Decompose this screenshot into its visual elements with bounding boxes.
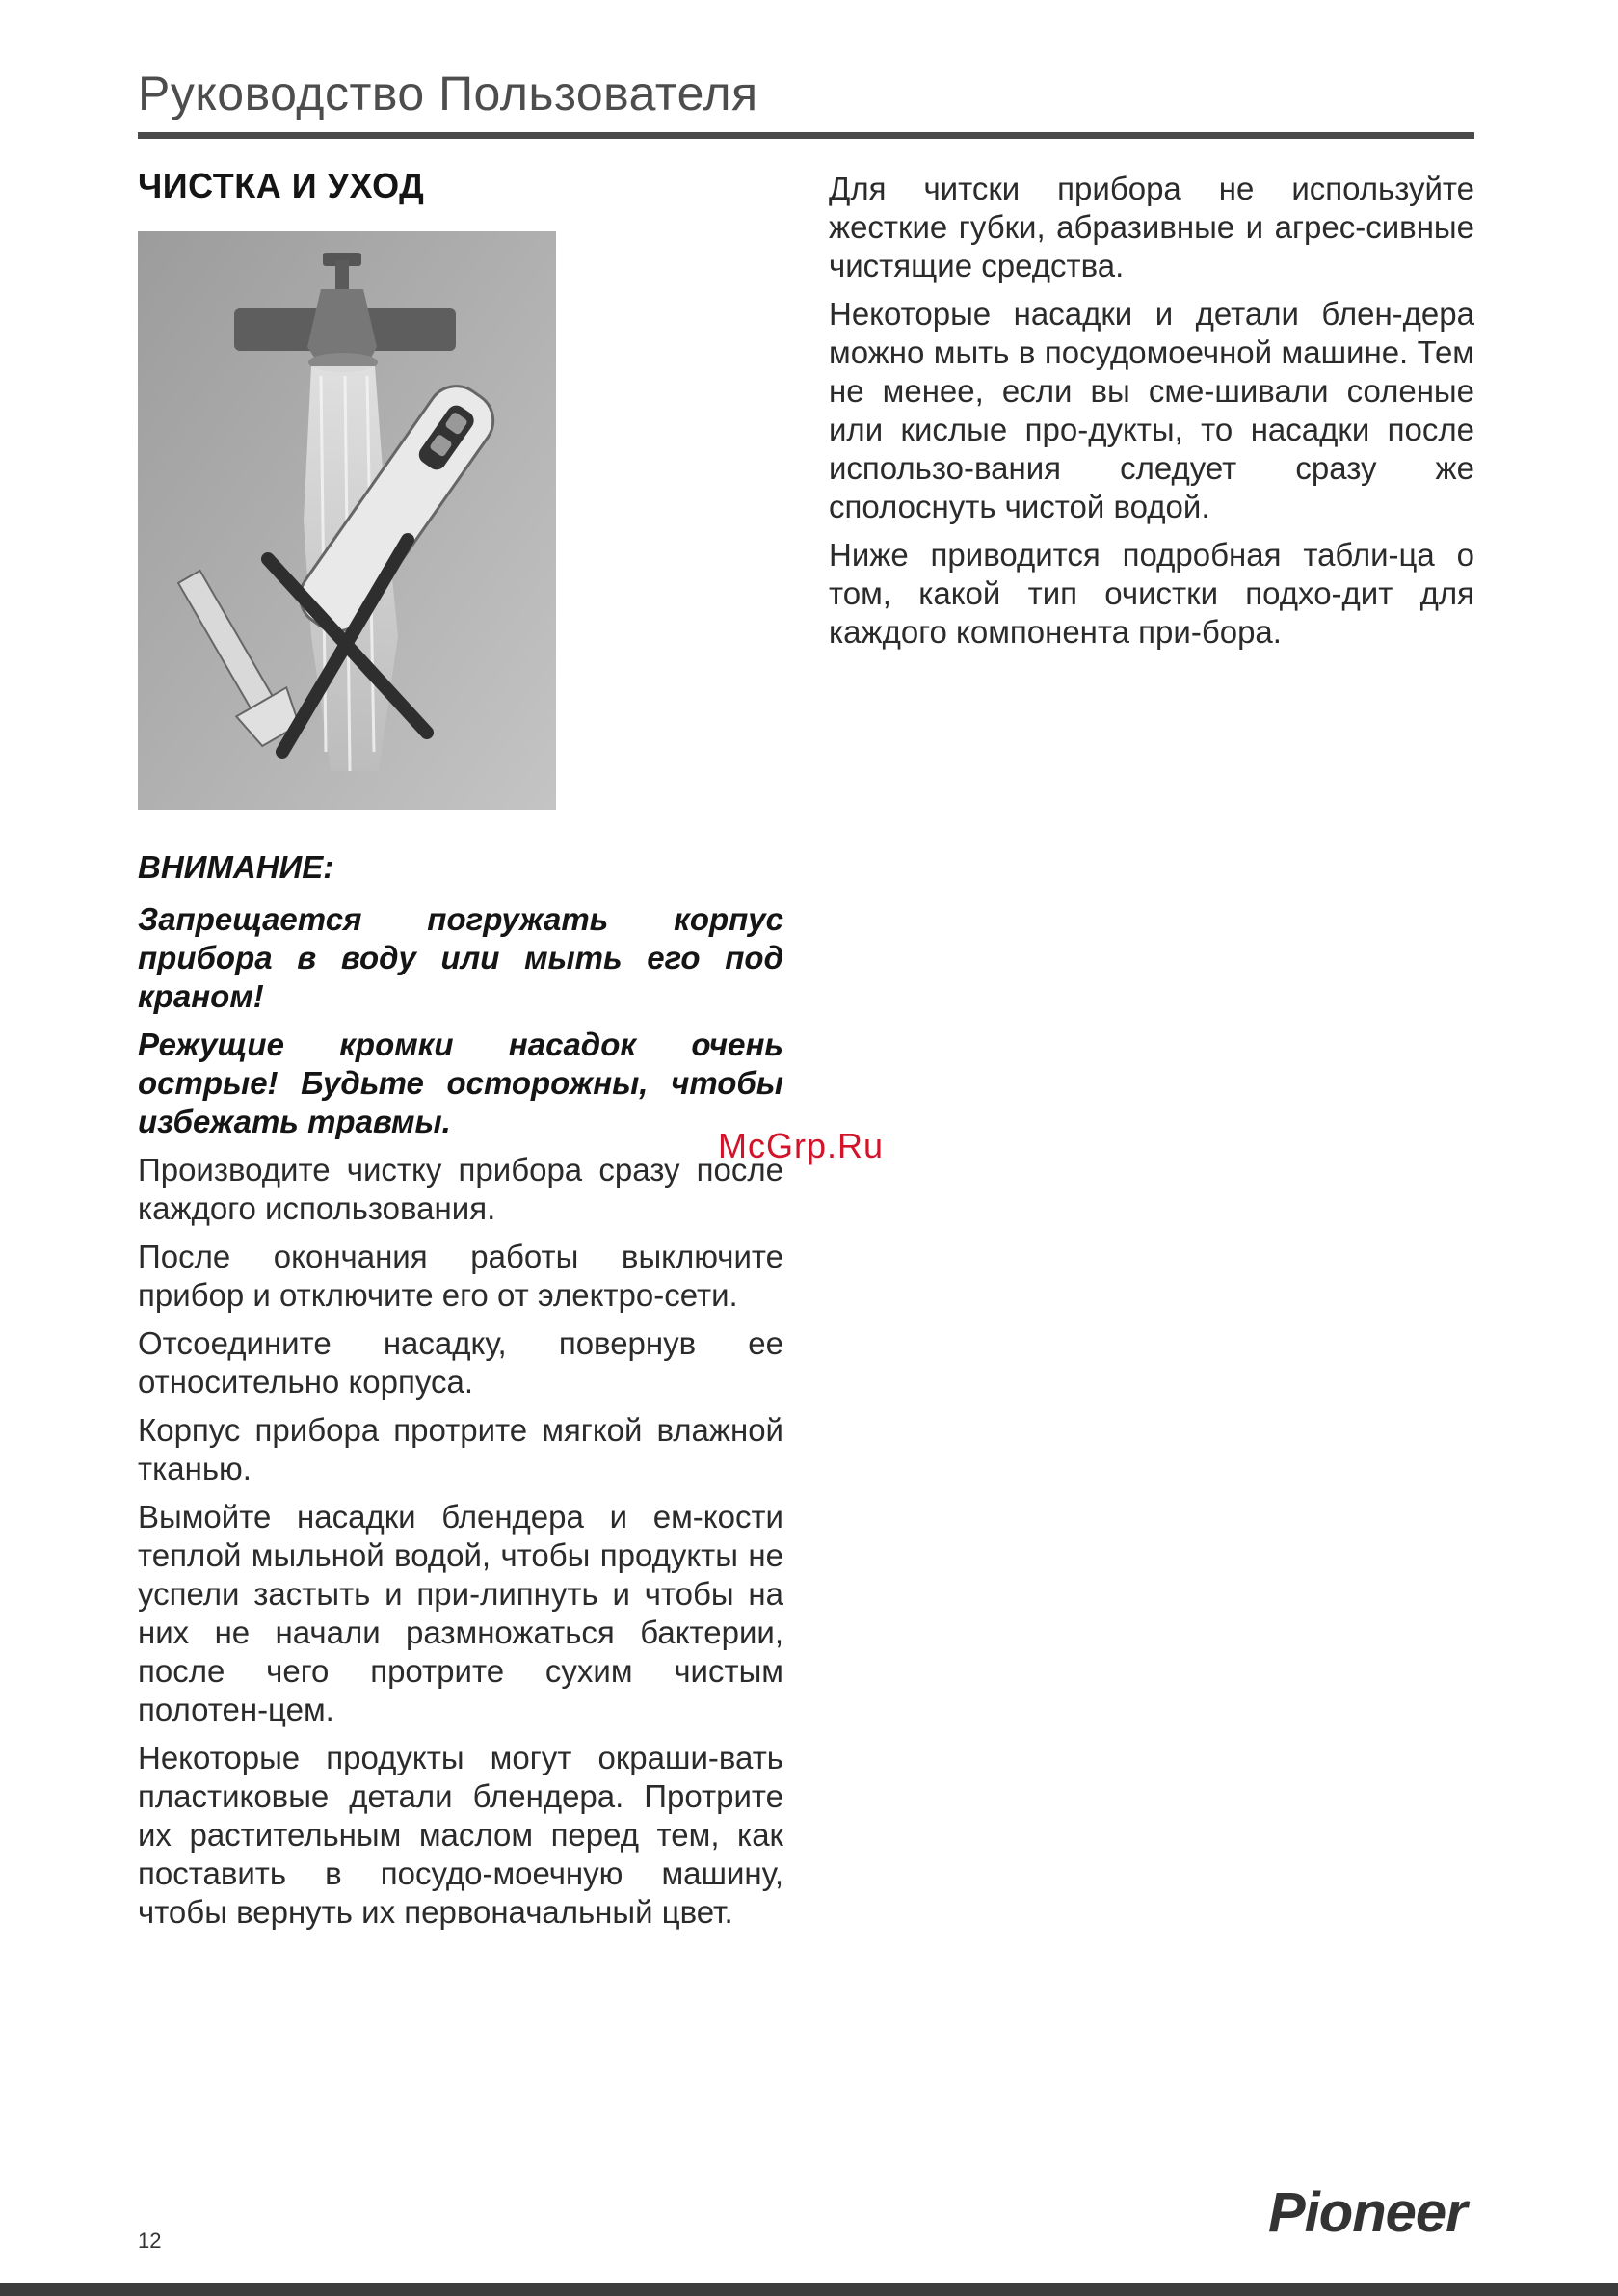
paragraph: Некоторые насадки и детали блен-дера можно мыть в посудомоечной машине. Тем не менее, если вы сме-шивали соленые или кислые про-дукты, то насадки после использо-вания следует сразу же сполоснуть чистой водой. bbox=[829, 296, 1474, 524]
page-number: 12 bbox=[138, 2229, 162, 2253]
header-divider bbox=[138, 132, 1474, 139]
paragraph: Для читски прибора не используйте жесткие губки, абразивные и агрес-сивные чистящие средства. bbox=[829, 171, 1474, 283]
section-title: ЧИСТКА И УХОД bbox=[138, 166, 425, 205]
page-header-title: Руководство Пользователя bbox=[138, 67, 758, 120]
left-column bbox=[138, 848, 783, 1941]
pioneer-logo: Pioneer bbox=[1268, 2181, 1467, 2244]
paragraph: Отсоедините насадку, повернув ее относительно корпуса. bbox=[138, 1325, 783, 1400]
right-column bbox=[829, 170, 1474, 661]
paragraph: Ниже приводится подробная табли-ца о том, какой тип очистки подхо-дит для каждого компонента при-бора. bbox=[829, 537, 1474, 650]
watermark-link[interactable]: McGrp.Ru bbox=[718, 1126, 885, 1165]
warning-item: Режущие кромки насадок очень острые! Будьте осторожны, чтобы избежать травмы. bbox=[138, 1027, 783, 1139]
warning-title: ВНИМАНИЕ: bbox=[138, 849, 334, 885]
bottom-bar bbox=[0, 2283, 1618, 2296]
paragraph: Некоторые продукты могут окраши-вать пластиковые детали блендера. Протрите их растительным маслом перед тем, как поставить в посудо-моечную машину, чтобы вернуть их первоначальный цвет. bbox=[138, 1740, 783, 1930]
paragraph: Корпус прибора протрите мягкой влажной тканью. bbox=[138, 1412, 783, 1486]
paragraph: После окончания работы выключите прибор и отключите его от электро-сети. bbox=[138, 1239, 783, 1313]
paragraph: Производите чистку прибора сразу после каждого использования. bbox=[138, 1152, 783, 1226]
warning-item: Запрещается погружать корпус прибора в воду или мыть его под краном! bbox=[138, 901, 783, 1014]
no-washing-under-tap-icon bbox=[138, 231, 556, 810]
no-washing-under-tap-illustration bbox=[138, 231, 556, 810]
paragraph: Вымойте насадки блендера и ем-кости теплой мыльной водой, чтобы продукты не успели застыть и при-липнуть и чтобы на них не начали размножаться бактерии, после чего протрите сухим чистым полотен-цем. bbox=[138, 1499, 783, 1727]
